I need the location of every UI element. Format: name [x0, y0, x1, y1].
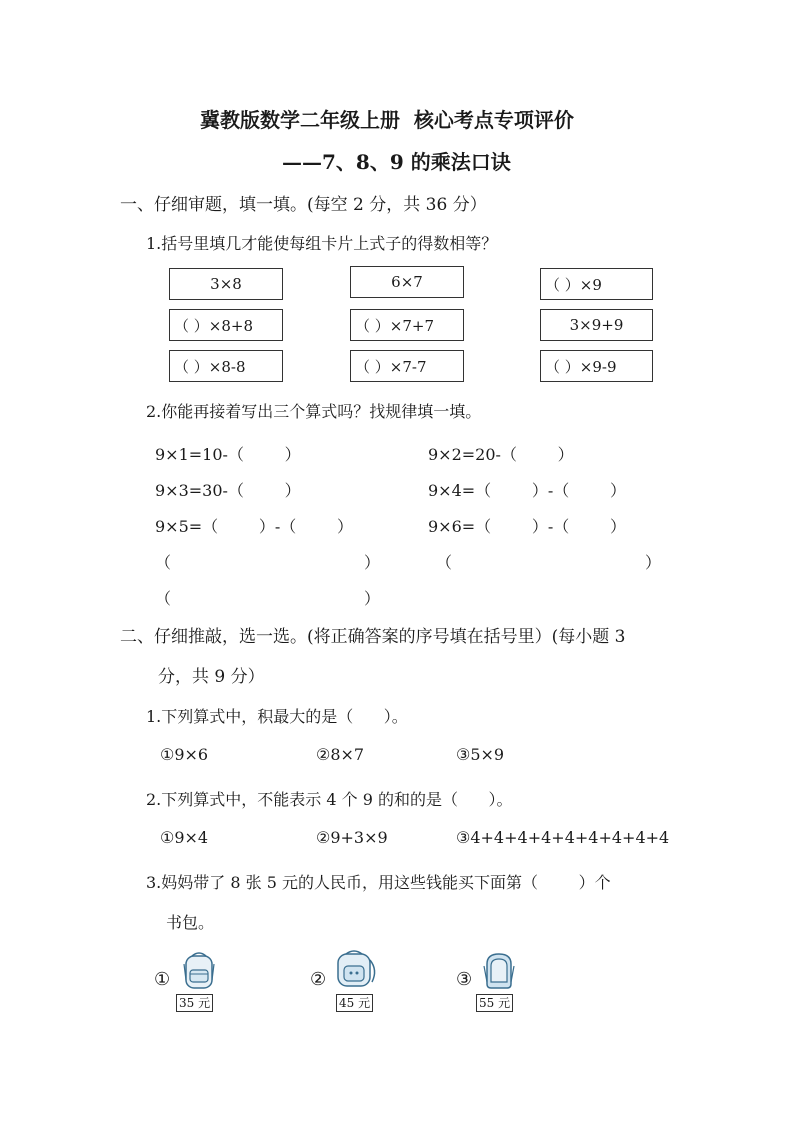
bag-3-marker: ③	[456, 969, 473, 990]
blank-close-1a: ）	[364, 553, 381, 572]
card-r1c3: （ ）×9	[540, 268, 653, 300]
blank-open-2a: （	[155, 589, 172, 608]
backpack-icon	[332, 948, 380, 992]
section-2-heading-cont: 分，共 9 分）	[158, 667, 265, 687]
card-r1c2: 6×7	[350, 266, 464, 298]
card-r3c1: （ ）×8-8	[169, 350, 283, 382]
question-2-3-text-cont: 书包。	[166, 913, 215, 932]
blank-open-1b: （	[436, 553, 453, 572]
q2-1-option-2: ②8×7	[316, 745, 365, 764]
pattern-line-2-right: 9×4=（ ）-（ ）	[428, 481, 626, 500]
page-title: 冀教版数学二年级上册 核心考点专项评价	[200, 108, 574, 132]
q2-2-option-3: ③4+4+4+4+4+4+4+4+4	[456, 828, 670, 847]
backpack-icon	[478, 950, 520, 992]
q2-2-option-1: ①9×4	[160, 828, 209, 847]
bag-1-marker: ①	[154, 969, 171, 990]
bag-2-marker: ②	[310, 969, 327, 990]
card-r2c1: （ ）×8+8	[169, 309, 283, 341]
backpack-icon	[178, 950, 220, 992]
section-2-heading: 二、仔细推敲，选一选。(将正确答案的序号填在括号里）(每小题 3	[120, 627, 626, 647]
card-r3c3: （ ）×9-9	[540, 350, 653, 382]
card-r2c2: （ ）×7+7	[350, 309, 464, 341]
question-2-2-text: 2.下列算式中，不能表示 4 个 9 的和的是（ ）。	[146, 790, 513, 809]
pattern-line-2-left: 9×3=30-（ ）	[155, 481, 301, 500]
pattern-line-1-right: 9×2=20-（ ）	[428, 445, 574, 464]
card-r3c2: （ ）×7-7	[350, 350, 464, 382]
card-r2c3: 3×9+9	[540, 309, 653, 341]
pattern-line-1-left: 9×1=10-（ ）	[155, 445, 301, 464]
question-1-1-text: 1.括号里填几才能使每组卡片上式子的得数相等？	[146, 234, 498, 253]
section-1-heading: 一、仔细审题，填一填。(每空 2 分，共 36 分）	[120, 195, 487, 215]
card-r1c1: 3×8	[169, 268, 283, 300]
bag-2-price: 45 元	[336, 994, 373, 1012]
blank-close-2a: ）	[364, 589, 381, 608]
question-2-3-text: 3.妈妈带了 8 张 5 元的人民币，用这些钱能买下面第（ ）个	[146, 873, 611, 892]
pattern-line-3-right: 9×6=（ ）-（ ）	[428, 517, 626, 536]
q2-1-option-1: ①9×6	[160, 745, 209, 764]
q2-1-option-3: ③5×9	[456, 745, 505, 764]
blank-open-1a: （	[155, 553, 172, 572]
question-2-1-text: 1.下列算式中，积最大的是（ ）。	[146, 707, 408, 726]
bag-1-price: 35 元	[176, 994, 213, 1012]
q2-2-option-2: ②9+3×9	[316, 828, 388, 847]
blank-close-1b: ）	[645, 553, 662, 572]
pattern-line-3-left: 9×5=（ ）-（ ）	[155, 517, 353, 536]
page-subtitle: ——7、8、9 的乘法口诀	[282, 150, 511, 174]
bag-3-price: 55 元	[476, 994, 513, 1012]
question-1-2-text: 2.你能再接着写出三个算式吗？找规律填一填。	[146, 402, 482, 421]
